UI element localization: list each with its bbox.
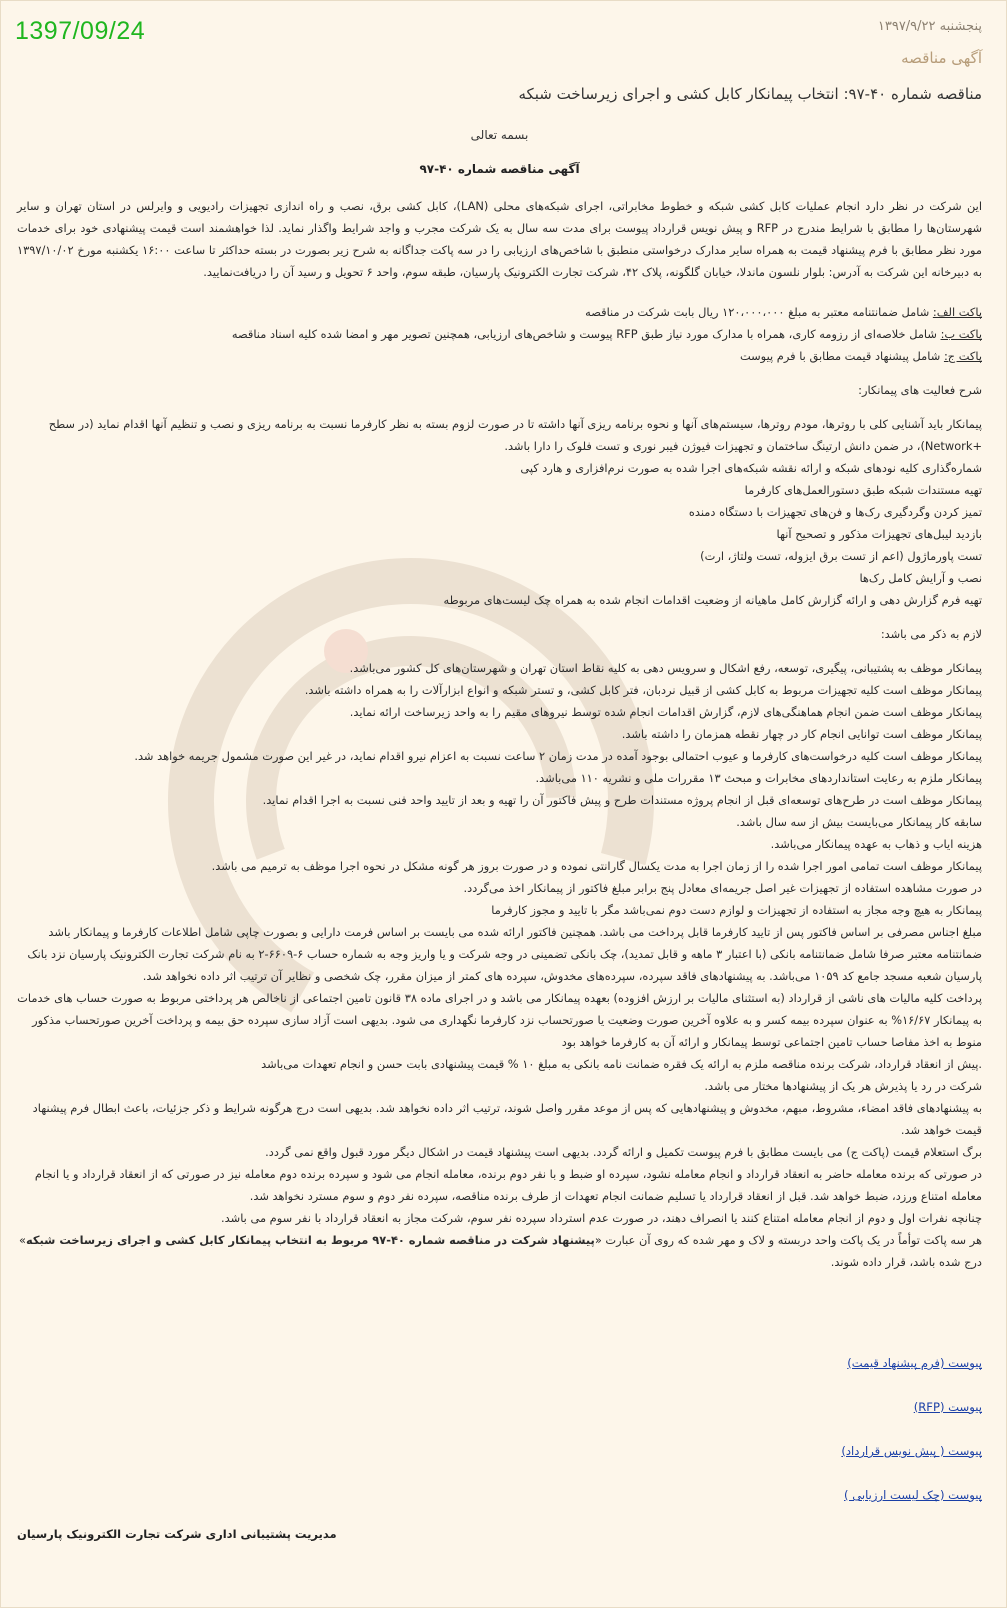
requirement-item: برگ استعلام قیمت (پاکت ج) می بایست مطابق با فرم پیوست تکمیل و ارائه گردد. بدیهی است پیشنهاد قیمت در اشکال دیگر مورد قبول واقع نمی گردد.	[265, 1145, 982, 1159]
requirement-item: ضمانتنامه معتبر صرفا شامل ضمانتنامه بانکی (با اعتبار ۳ ماهه و قابل تمدید)، چک بانکی تضمینی در وجه شرکت و یا واریز وجه به شماره حساب ۶-۶۶۰۹-۲ به نام شرکت تجارت الکترونیک پارسیان نزد بانک پارسیان شعبه مسجد جامع کد ۱۰۵۹ می‌باشد. به پیشنهادهای فاقد سپرده، سپرده‌های مخدوش، سپرده های کمتر از میزان مقرر، چک شخصی و نظایر آن ترتیب اثر داده نخواهد شد.	[27, 947, 982, 983]
requirement-item: پیمانکار به هیچ وجه مجاز به استفاده از تجهیزات و لوازم دست دوم نمی‌باشد مگر با تایید و مجوز کارفرما	[491, 903, 982, 917]
packet-b	[17, 323, 982, 345]
requirement-item: در صورتی که برنده معامله حاضر به انعقاد قرارداد و انجام معامله نشود، سپرده او ضبط و با نفر دوم برنده، معامله انجام می شود و سپرده برنده دوم معامله نیز در صورتی که از انعقاد قرارداد و یا انجام معامله امتناع ورزد، ضبط خواهد شد. قبل از انعقاد قرارداد یا تسلیم ضمانت انجام تعهدات از طرف برنده مناقصه، سپرده نفر دوم و سوم مسترد نخواهد شد.	[34, 1167, 982, 1203]
packet-text: شامل پیشنهاد قیمت مطابق با فرم پیوست	[739, 349, 944, 363]
envelope-text: هر سه پاکت توأماً در یک پاکت واحد دربسته و لاک و مهر شده که روی آن عبارت «	[594, 1233, 982, 1247]
activity-item: شماره‌گذاری کلیه نودهای شبکه و ارائه نقشه شبکه‌های اجرا شده به صورت نرم‌افزاری و هارد کپی	[520, 461, 982, 475]
notice-title: مناقصه شماره ۴۰-۹۷: انتخاب پیمانکار کابل کشی و اجرای زیرساخت شبکه	[518, 85, 982, 103]
requirement-item: مبلغ اجناس مصرفی بر اساس فاکتور پس از تایید کارفرما قابل پرداخت می باشد. همچنین فاکتور ارائه شده می بایست بر اساس فرمت دارایی و بصورت چاپی شامل اطلاعات کارفرما و پیمانکار باشد	[48, 925, 982, 939]
envelope-label: پیشنهاد شرکت در مناقصه شماره ۴۰-۹۷ مربوط به انتخاب پیمانکار کابل کشی و اجرای زیرساخت شبکه	[25, 1233, 595, 1247]
requirement-item: شرکت در رد یا پذیرش هر یک از پیشنهادها مختار می باشد.	[704, 1079, 982, 1093]
publish-date: پنجشنبه ۱۳۹۷/۹/۲۲	[877, 19, 982, 34]
attachment-rfp-link[interactable]: پیوست (RFP)	[913, 1400, 982, 1414]
requirement-item: سابقه کار پیمانکار می‌بایست بیش از سه سال باشد.	[736, 815, 982, 829]
envelope-instruction	[17, 1229, 982, 1273]
requirement-item: به پیشنهادهای فاقد امضاء، مشروط، مبهم، مخدوش و پیشنهادهایی که پس از موعد مقرر واصل شوند، ترتیب اثر داده نخواهد شد. بدیهی است درج هرگونه شرایط و ذکر جزئیات، باعث ابطال فرم پیشنهاد قیمت خواهد شد.	[32, 1101, 982, 1137]
attachment-checklist-link[interactable]: پیوست (چک لیست ارزیابی )	[844, 1488, 982, 1502]
requirement-item: چنانچه نفرات اول و دوم از انجام معامله امتناع کنند یا انصراف دهند، در صورت عدم استرداد سپرده نفر سوم، شرکت مجاز به انعقاد قرارداد با نفر سوم می باشد.	[221, 1211, 982, 1225]
activity-item: تهیه مستندات شبکه طبق دستورالعمل‌های کارفرما	[744, 483, 982, 497]
envelope-text: » درج شده باشد، قرار داده شوند.	[18, 1233, 982, 1269]
date-stamp: 1397/09/24	[15, 17, 146, 45]
requirement-item: پرداخت کلیه مالیات های ناشی از قرارداد (به استثنای مالیات بر ارزش افزوده) بعهده پیمانکار می باشد و در اجرای ماده ۳۸ قانون تامین اجتماعی از ناخالص هر پرداختی مربوط به صورت حساب های خدمات به پیمانکار ۱۶/۶۷% به عنوان سپرده بیمه کسر و به علاوه آخرین صورت وضعیت یا صورتحساب نزد کارفرما نگهداری می شود. بدیهی است آزاد سازی سپرده حق بیمه و پرداخت آخرین صورتحساب مذکور منوط به اخذ مفاصا حساب تامین اجتماعی توسط پیمانکار و ارائه آن به کارفرما خواهد بود	[17, 991, 982, 1049]
notice-content	[17, 1, 982, 1607]
requirement-item: پیمانکار ملزم به رعایت استانداردهای مخابرات و مبحث ۱۳ مقررات ملی و نشریه ۱۱۰ می‌باشد.	[535, 771, 982, 785]
requirement-item: پیمانکار موظف به پشتیبانی، پیگیری، توسعه، رفع اشکال و سرویس دهی به کلیه نقاط استان تهران و شهرستان‌های کل کشور می‌باشد.	[349, 661, 982, 675]
requirements-title: لازم به ذکر می باشد:	[880, 627, 982, 641]
packet-a	[17, 301, 982, 323]
packet-label: پاکت ب:	[940, 327, 982, 341]
requirement-item: پیمانکار موظف است توانایی انجام کار در چهار نقطه همزمان را داشته باشد.	[621, 727, 982, 741]
activity-item: تمیز کردن وگردگیری رک‌ها و فن‌های تجهیزات با دستگاه دمنده	[688, 505, 982, 519]
packet-label: پاکت ج:	[943, 349, 982, 363]
signature: مدیریت پشتیبانی اداری شرکت تجارت الکترونیک پارسیان	[17, 1527, 337, 1541]
packet-text: شامل خلاصه‌ای از رزومه کاری، همراه با مدارک مورد نیاز طبق RFP پیوست و شاخص‌های ارزیابی، همچنین تصویر مهر و امضا شده کلیه اسناد مناقصه	[231, 327, 941, 341]
requirement-item: پیمانکار موظف است تمامی امور اجرا شده را از زمان اجرا به مدت یکسال گارانتی نموده و در صورت بروز هر گونه مشکل در نحوه اجرا موظف به ترمیم می باشد.	[211, 859, 982, 873]
requirement-item: .پیش از انعقاد قرارداد، شرکت برنده مناقصه ملزم به ارائه یک فقره ضمانت نامه بانکی به مبلغ ۱۰ % قیمت پیشنهادی بابت حسن و انجام تعهدات می‌باشد	[261, 1057, 982, 1071]
requirement-item: پیمانکار موظف است کلیه درخواست‌های کارفرما و عیوب احتمالی بوجود آمده در مدت زمان ۲ ساعت نسبت به اعزام نیرو اقدام نماید، در غیر این صورت مشمول جریمه خواهد شد.	[134, 749, 982, 763]
notice-heading: آگهی مناقصه شماره ۴۰-۹۷	[419, 162, 580, 176]
activity-item: تست پاورماژول (اعم از تست برق ایزوله، تست ولتاژ، ارت)	[700, 549, 982, 563]
requirement-item: پیمانکار موظف است کلیه تجهیزات مربوط به کابل کشی از قبیل نردبان، فتر کابل کشی، و تستر شبکه و انواع ابزارآلات را به همراه داشته باشد.	[304, 683, 982, 697]
packet-label: پاکت الف:	[932, 305, 982, 319]
activity-item: بازدید لیبل‌های تجهیزات مذکور و تصحیح آنها	[776, 527, 982, 541]
notice-body	[17, 195, 982, 1273]
packet-c	[17, 345, 982, 367]
activities-title: شرح فعالیت های پیمانکار:	[858, 383, 982, 397]
requirement-item: در صورت مشاهده استفاده از تجهیزات غیر اصل جریمه‌ای معادل پنج برابر مبلغ فاکتور از پیمانکار اخذ می‌گردد.	[463, 881, 982, 895]
attachment-contract-draft-link[interactable]: پیوست ( پیش نویس قرارداد)	[841, 1444, 982, 1458]
attachment-price-form-link[interactable]: پیوست (فرم پیشنهاد قیمت)	[847, 1356, 982, 1370]
notice-type: آگهی مناقصه	[901, 49, 982, 67]
intro-paragraph: این شرکت در نظر دارد انجام عملیات کابل کشی شبکه و خطوط مخابراتی، اجرای شبکه‌های محلی (LAN)، کابل کشی برق، نصب و راه اندازی تجهیزات رادیویی و وایرلس در استان تهران و سایر شهرستان‌ها را مطابق با شرایط مندرج در RFP و پیش نویس قرارداد پیوست برای مدت سه سال به یک شرکت مجرب و واجد شرایط واگذار نماید. لذا خواهشمند است قیمت پیشنهادی خود برای خدمات مورد نظر مطابق با فرم پیشنهاد قیمت به همراه سایر مدارک درخواستی منطبق با شاخص‌های ارزیابی را در سه پاکت جداگانه به شرح زیر بصورت در بسته حداکثر تا ساعت ۱۶:۰۰ یکشنبه مورخ ۱۳۹۷/۱۰/۰۲ به دبیرخانه این شرکت به آدرس: بلوار نلسون ماندلا، خیابان گلگونه، پلاک ۴۲، شرکت تجارت الکترونیک پارسیان، طبقه سوم، واحد ۶ تحویل و رسید آن را دریافت‌نمایید.	[17, 199, 983, 279]
requirement-item: هزینه ایاب و ذهاب به عهده پیمانکار می‌باشد.	[770, 837, 982, 851]
basmala: بسمه تعالی	[470, 128, 529, 142]
activity-item: نصب و آرایش کامل رک‌ها	[859, 571, 982, 585]
requirement-item: پیمانکار موظف است ضمن انجام هماهنگی‌های لازم، گزارش اقدامات انجام شده توسط نیروهای مقیم را به واحد زیرساخت ارائه نماید.	[349, 705, 982, 719]
activity-item: پیمانکار باید آشنایی کلی با روترها، مودم روترها، سیستم‌های آنها و نحوه برنامه ریزی آنها داشته تا در صورت لزوم بسته به نظر کارفرما نسبت به برنامه ریزی و نصب و تنظیم آنها اقدام نماید (در سطح +Network)، در ضمن دانش ارتینگ ساختمان و تجهیزات فیوژن فیبر نوری و تست فلوک را دارا باشد.	[48, 417, 982, 453]
activity-item: تهیه فرم گزارش دهی و ارائه گزارش کامل ماهیانه از وضعیت اقدامات انجام شده به همراه چک لیست‌های مربوطه	[443, 593, 982, 607]
requirement-item: پیمانکار موظف است در طرح‌های توسعه‌ای قبل از انجام پروژه مستندات طرح و پیش فاکتور آن را تهیه و بعد از تایید واحد فنی نسبت به اجرا اقدام نماید.	[262, 793, 982, 807]
packet-text: شامل ضمانتنامه معتبر به مبلغ ۱۲۰،۰۰۰،۰۰۰ ریال بابت شرکت در مناقصه	[585, 305, 933, 319]
